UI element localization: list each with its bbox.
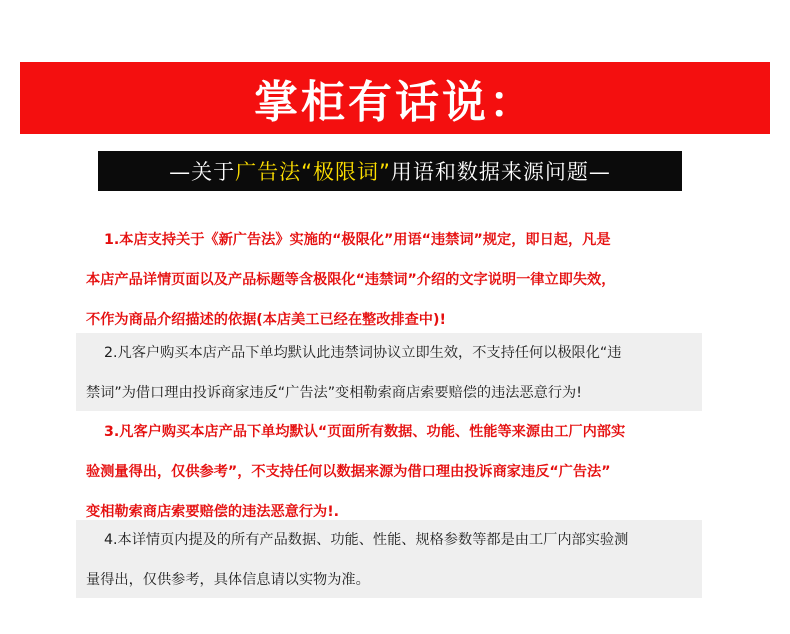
notice-1-line-2: 本店产品详情页面以及产品标题等含极限化“违禁词”介绍的文字说明一律立即失效， [86, 272, 616, 288]
subtitle-highlight: 广告法“极限词” [235, 160, 391, 184]
notice-3-line-2: 验测量得出，仅供参考”，不支持任何以数据来源为借口理由投诉商家违反“广告法” [86, 464, 611, 480]
notice-4 [76, 520, 702, 598]
notice-1 [76, 220, 702, 340]
notice-3-line-1: 3.凡客户购买本店产品下单均默认“页面所有数据、功能、性能等来源由工厂内部实 [104, 424, 626, 440]
subtitle-suffix: 用语和数据来源问题— [390, 160, 611, 184]
page-title: 掌柜有话说： [254, 77, 536, 128]
notice-3 [76, 412, 702, 532]
notice-1-line-1: 1.本店支持关于《新广告法》实施的“极限化”用语“违禁词”规定，即日起，凡是 [104, 232, 611, 248]
notice-4-line-1: 4.本详情页内提及的所有产品数据、功能、性能、规格参数等都是由工厂内部实验测 [104, 532, 629, 548]
notice-2-line-2: 禁词”为借口理由投诉商家违反“广告法”变相勒索商店索要赔偿的违法恶意行为! [86, 385, 582, 401]
title-banner [20, 62, 770, 134]
notice-3-line-3: 变相勒索商店索要赔偿的违法恶意行为!. [86, 504, 340, 520]
notice-4-line-2: 量得出，仅供参考，具体信息请以实物为准。 [86, 572, 370, 588]
notice-2 [76, 333, 702, 411]
notice-2-line-1: 2.凡客户购买本店产品下单均默认此违禁词协议立即生效，不支持任何以极限化“违 [104, 345, 622, 361]
notice-1-line-3: 不作为商品介绍描述的依据(本店美工已经在整改排查中)! [86, 312, 446, 328]
subtitle-prefix: —关于 [169, 160, 236, 184]
subtitle-bar [98, 151, 682, 191]
